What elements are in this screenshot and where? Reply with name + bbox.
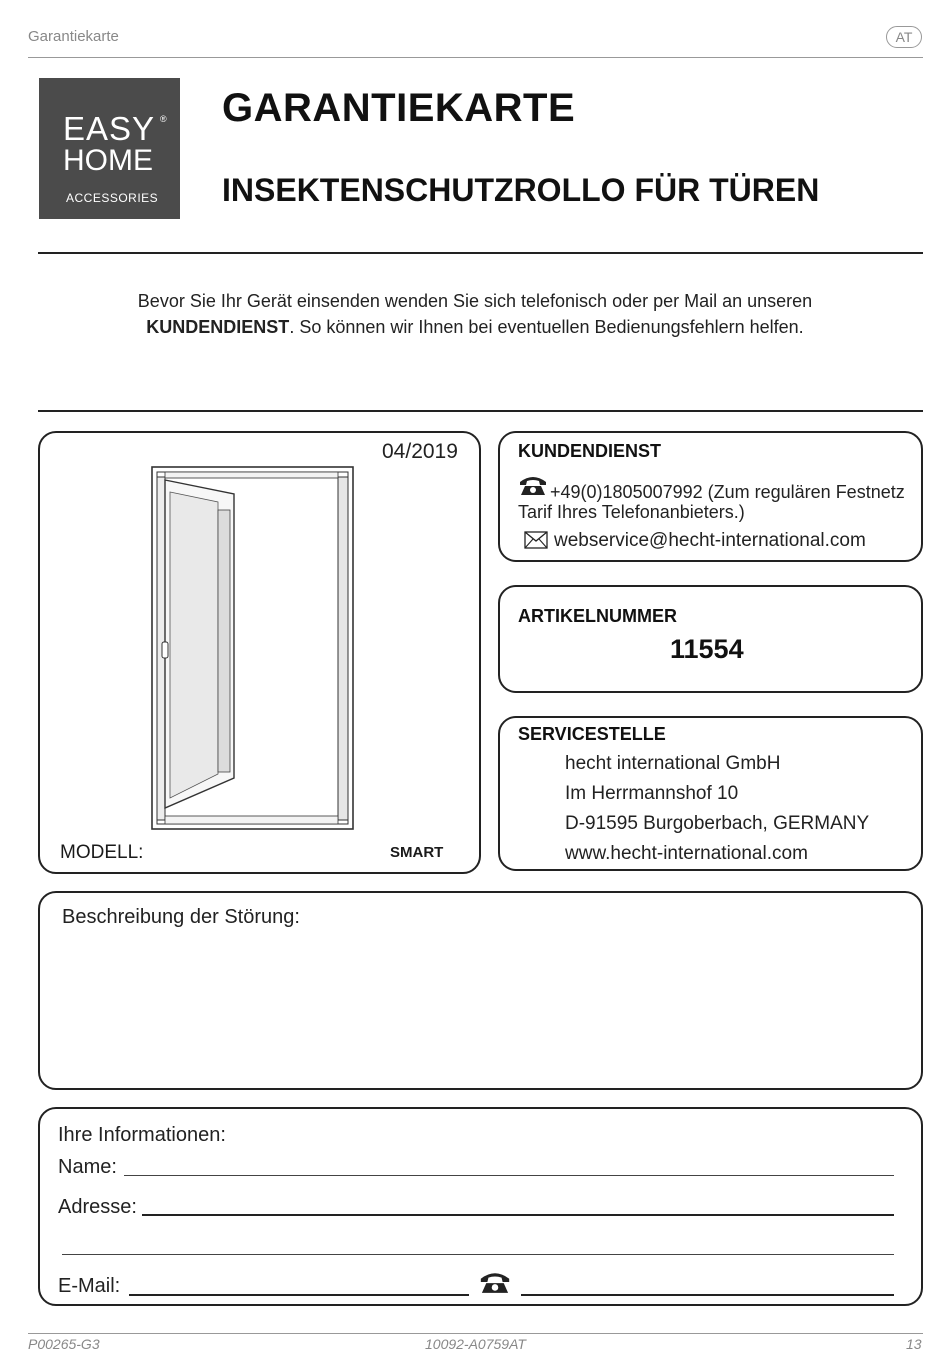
intro-text-2: . So können wir Ihnen bei eventuellen Bedienungsfehlern helfen. bbox=[289, 317, 804, 337]
logo-line-easy: EASY bbox=[63, 110, 156, 147]
page-number: 13 bbox=[906, 1336, 922, 1352]
door-illustration bbox=[148, 462, 358, 832]
modell-label: MODELL: bbox=[60, 842, 144, 863]
phone-field[interactable] bbox=[521, 1294, 894, 1296]
footer-center-code: 10092-A0759AT bbox=[425, 1336, 526, 1352]
page-subtitle: INSEKTENSCHUTZROLLO FÜR TÜREN bbox=[222, 172, 820, 208]
email-label: E-Mail: bbox=[58, 1275, 121, 1297]
intro-text-1: Bevor Sie Ihr Gerät einsenden wenden Sie sich telefonisch oder per Mail an unseren bbox=[137, 291, 813, 311]
intro-text bbox=[60, 288, 890, 340]
servicestelle-city: D-91595 Burgoberbach, GERMANY bbox=[565, 813, 870, 834]
title-divider bbox=[38, 252, 923, 254]
stoerung-label: Beschreibung der Störung: bbox=[62, 906, 300, 928]
intro-bold: KUNDENDIENST bbox=[146, 317, 290, 337]
artikelnummer-title: ARTIKELNUMMER bbox=[518, 606, 677, 626]
kundendienst-phone-text: +49(0)1805007992 (Zum regulären Festnetz Tarif Ihres Telefonanbieters.) bbox=[518, 482, 905, 522]
address-field-line2[interactable] bbox=[62, 1254, 894, 1255]
page-title: GARANTIEKARTE bbox=[222, 86, 576, 130]
easy-home-logo bbox=[39, 78, 180, 219]
name-label: Name: bbox=[58, 1156, 117, 1178]
servicestelle-title: SERVICESTELLE bbox=[518, 724, 666, 744]
kundendienst-title: KUNDENDIENST bbox=[518, 441, 662, 461]
phone-field-icon bbox=[478, 1270, 512, 1294]
name-field[interactable] bbox=[124, 1175, 894, 1176]
artikelnummer-value: 11554 bbox=[670, 634, 744, 664]
modell-value: SMART bbox=[390, 844, 444, 861]
logo-line-accessories: ACCESSORIES bbox=[66, 191, 159, 205]
kundendienst-email[interactable]: webservice@hecht-international.com bbox=[554, 530, 866, 551]
address-field[interactable] bbox=[142, 1214, 894, 1216]
logo-line-home: HOME bbox=[63, 144, 153, 177]
footer-divider bbox=[28, 1333, 923, 1334]
logo-registered-mark: ® bbox=[160, 114, 167, 124]
product-date: 04/2019 bbox=[382, 440, 458, 463]
servicestelle-street: Im Herrmannshof 10 bbox=[565, 783, 739, 804]
info-title: Ihre Informationen: bbox=[58, 1124, 226, 1146]
servicestelle-company: hecht international GmbH bbox=[565, 753, 781, 774]
intro-divider bbox=[38, 410, 923, 412]
country-badge: AT bbox=[886, 26, 922, 48]
servicestelle-website[interactable]: www.hecht-international.com bbox=[565, 843, 808, 864]
header-divider bbox=[28, 57, 923, 58]
address-label: Adresse: bbox=[58, 1196, 137, 1218]
header-label: Garantiekarte bbox=[28, 28, 119, 45]
envelope-icon bbox=[524, 531, 548, 549]
kundendienst-phone bbox=[518, 482, 918, 522]
footer-left-code: P00265-G3 bbox=[28, 1336, 100, 1352]
email-field[interactable] bbox=[129, 1294, 469, 1296]
